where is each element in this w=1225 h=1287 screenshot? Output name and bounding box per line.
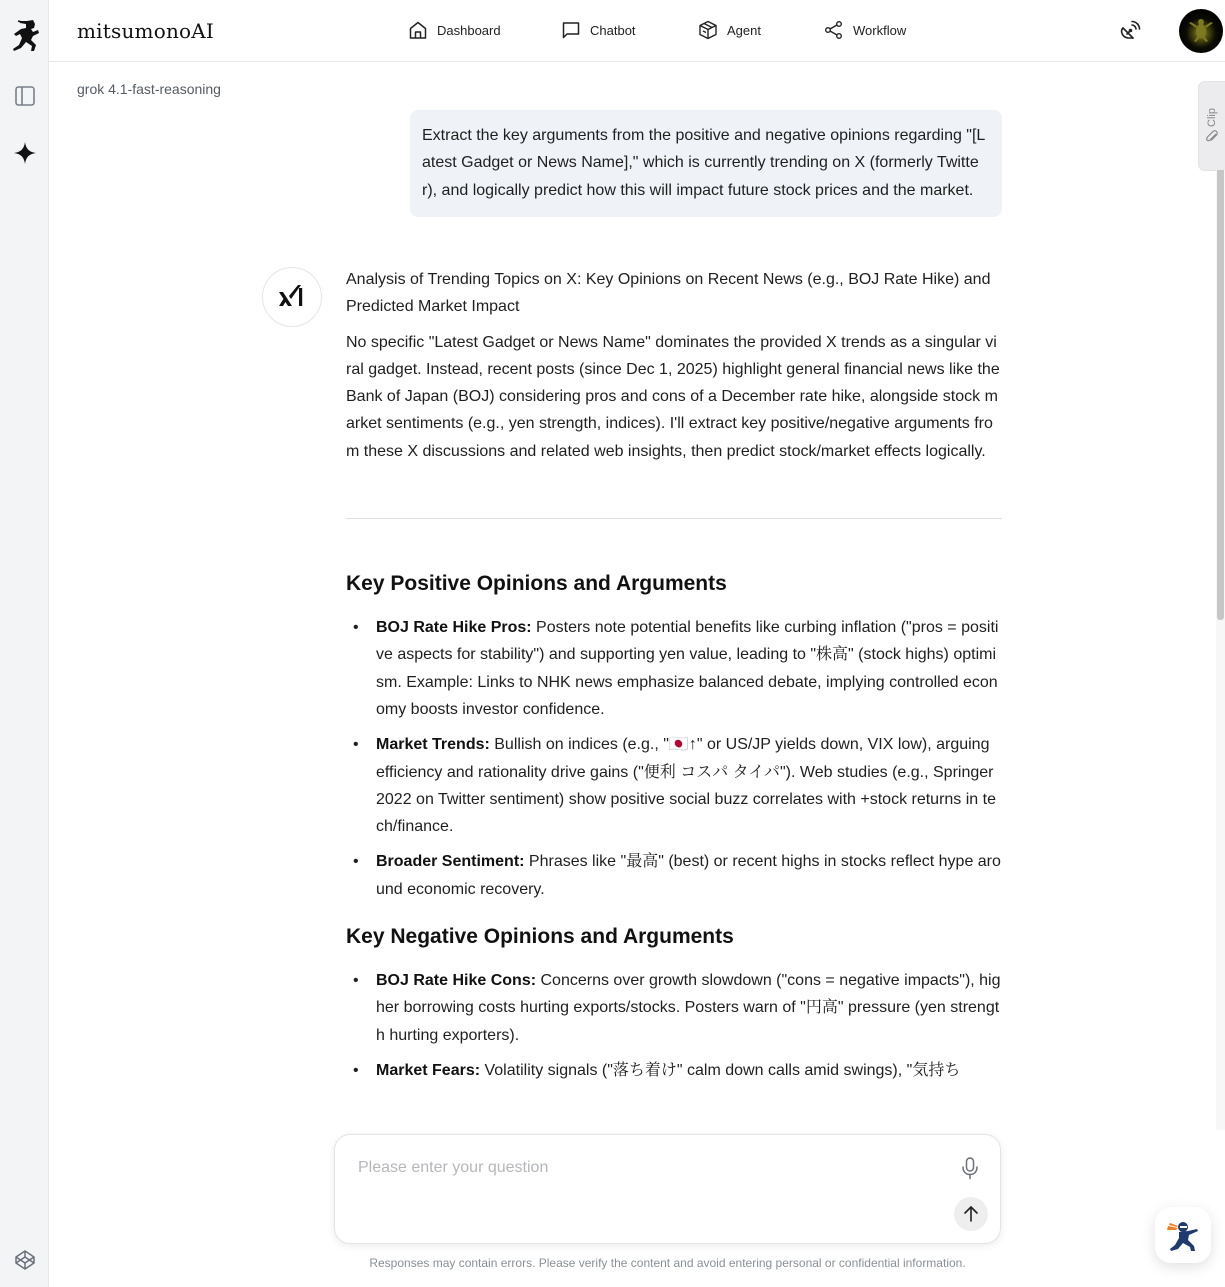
chat-composer: [334, 1134, 1001, 1244]
left-rail: [0, 0, 49, 1287]
codepen-cube-icon[interactable]: [0, 1248, 49, 1272]
ninja-mascot-icon: [1164, 1216, 1202, 1254]
assistant-message: [346, 266, 1002, 1104]
send-button[interactable]: [954, 1197, 988, 1231]
item-text: Phrases like "最高" (best) or recent highs in stocks reflect hype around economic recovery.: [376, 853, 1001, 898]
list-item: [346, 848, 1002, 903]
main-nav: [49, 0, 1225, 62]
scroll-fade: [49, 1120, 1209, 1134]
nav-workflow[interactable]: [824, 20, 906, 40]
assistant-launcher-button[interactable]: [1155, 1207, 1211, 1263]
item-label: BOJ Rate Hike Cons:: [376, 972, 537, 990]
microphone-button[interactable]: [958, 1155, 982, 1181]
item-text: Bullish on indices (e.g., "🇯🇵↑" or US/JP yields down, VIX low), arguing efficiency and rationality drive gains ("便利 コスパ タイパ"). Web studies (e.g., Springer 2022 on Twitter sentiment) show positive social buzz correlates with +stock returns in tech/finance.: [376, 736, 996, 836]
home-icon: [408, 20, 428, 40]
nav-agent-label: Agent: [727, 22, 761, 38]
item-label: Market Trends:: [376, 736, 490, 754]
list-item: [346, 1057, 1002, 1084]
sparkle-icon[interactable]: [0, 140, 49, 166]
list-item: [346, 614, 1002, 723]
top-header: [49, 0, 1225, 62]
nav-chatbot[interactable]: [561, 20, 636, 40]
satellite-dish-icon[interactable]: [1118, 19, 1142, 43]
xai-logo-icon: [278, 283, 306, 311]
item-text: Volatility signals ("落ち着け" calm down calls amid swings), "気持ち: [480, 1061, 961, 1079]
nav-dashboard[interactable]: [408, 20, 501, 40]
share-nodes-icon: [824, 20, 844, 40]
section-heading-positive: Key Positive Opinions and Arguments: [346, 572, 727, 596]
assistant-avatar: [262, 267, 322, 327]
brand-name[interactable]: mitsumonoAI: [77, 19, 215, 43]
negative-list: [346, 967, 1002, 1084]
assistant-title: Analysis of Trending Topics on X: Key Opinions on Recent News (e.g., BOJ Rate Hike) and Predicted Market Impact: [346, 271, 991, 316]
sidebar-toggle-icon[interactable]: [0, 84, 49, 108]
microphone-icon: [961, 1156, 979, 1180]
question-input[interactable]: [358, 1155, 918, 1181]
arrow-up-icon: [962, 1205, 980, 1223]
item-label: Market Fears:: [376, 1061, 481, 1079]
nav-chatbot-label: Chatbot: [590, 22, 636, 38]
nav-workflow-label: Workflow: [853, 22, 907, 38]
nav-dashboard-label: Dashboard: [437, 22, 501, 38]
nav-agent[interactable]: [698, 20, 761, 40]
item-text: Posters note potential benefits like curbing inflation ("pros = positive aspects for stability") and supporting yen value, leading to "株高" (stock highs) optimism. Example: Links to NHK news emphasize balanced debate, implying controlled economy boosts investor confidence.: [376, 619, 999, 718]
list-item: [346, 967, 1002, 1049]
section-heading-negative: Key Negative Opinions and Arguments: [346, 925, 734, 949]
clip-label: Clip: [1206, 107, 1218, 127]
chat-bubble-icon: [561, 20, 581, 40]
model-label[interactable]: grok 4.1-fast-reasoning: [77, 81, 221, 97]
item-text: Concerns over growth slowdown ("cons = negative impacts"), higher borrowing costs hurting exports/stocks. Posters warn of "円高" pressure (yen strength hurting exporters).: [376, 972, 1001, 1044]
user-message-bubble: Extract the key arguments from the positive and negative opinions regarding "[Latest Gadget or News Name]," which is currently trending on X (formerly Twitter), and logically predict how this will impact future stock prices and the market.: [410, 110, 1002, 217]
disclaimer-text: Responses may contain errors. Please verify the content and avoid entering personal or confidential information.: [369, 1256, 966, 1270]
divider: [346, 518, 1002, 519]
positive-list: [346, 614, 1002, 903]
paperclip-icon: [1205, 130, 1219, 144]
item-label: BOJ Rate Hike Pros:: [376, 619, 532, 637]
user-avatar[interactable]: [1179, 9, 1223, 53]
clip-tab[interactable]: [1198, 81, 1225, 171]
assistant-intro: No specific "Latest Gadget or News Name" dominates the provided X trends as a singular viral gadget. Instead, recent posts (since Dec 1, 2025) highlight general financial news like the Bank of Japan (BOJ) considering pros and cons of a December rate hike, alongside stock market sentiments (e.g., yen strength, indices). I'll extract key positive/negative arguments from these X discussions and related web insights, then predict stock/market effects logically.: [346, 333, 1000, 460]
scrollbar-thumb[interactable]: [1217, 170, 1224, 620]
list-item: [346, 731, 1002, 840]
package-cube-icon: [698, 20, 718, 40]
ninja-logo-icon[interactable]: [0, 16, 49, 56]
item-label: Broader Sentiment:: [376, 853, 525, 871]
